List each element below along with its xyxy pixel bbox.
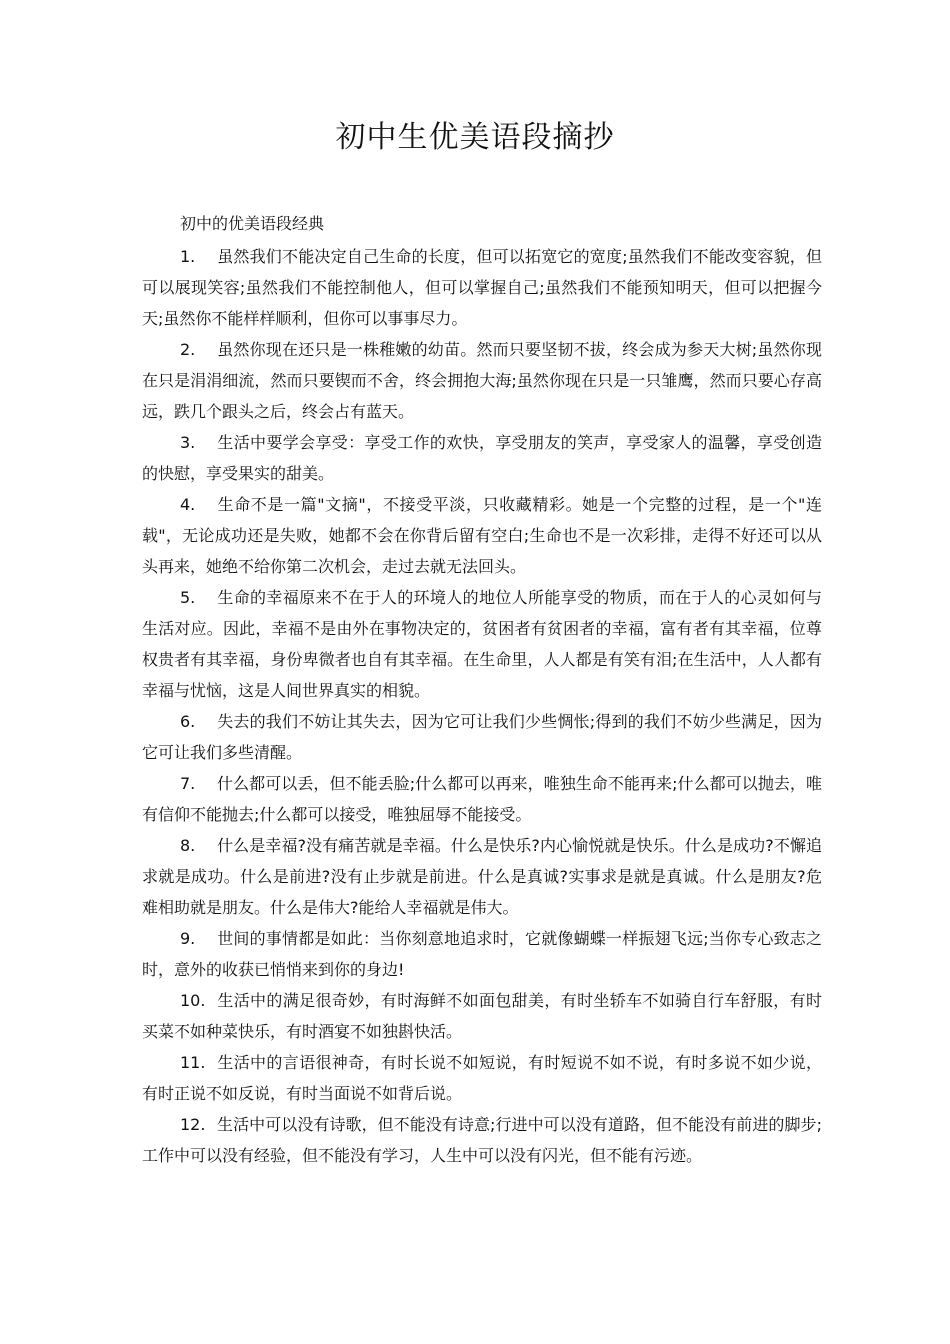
passage-text: 虽然你现在还只是一株稚嫩的幼苗。然而只要坚韧不拔，终会成为参天大树;虽然你现在只是涓涓细流，然而只要锲而不舍，终会拥抱大海;虽然你现在只是一只雏鹰，然而只要心存高远，跌几个跟头之后，终会占有蓝天。 xyxy=(142,340,822,421)
passage-text: 失去的我们不妨让其失去，因为它可让我们少些惆怅;得到的我们不妨少些满足，因为它可让我们多些清醒。 xyxy=(142,712,822,762)
passage-number: 3. xyxy=(180,433,196,452)
passage-number: 5. xyxy=(180,588,196,607)
passage-number: 11. xyxy=(180,1053,206,1072)
passage-text: 生活中的言语很神奇，有时长说不如短说，有时短说不如不说，有时多说不如少说，有时正说不如反说，有时当面说不如背后说。 xyxy=(142,1053,822,1103)
passage-item xyxy=(142,427,822,489)
passage-item xyxy=(142,830,822,923)
passage-number: 4. xyxy=(180,495,196,514)
passage-item xyxy=(142,1109,822,1171)
passage-text: 生活中可以没有诗歌，但不能没有诗意;行进中可以没有道路，但不能没有前进的脚步;工作中可以没有经验，但不能没有学习，人生中可以没有闪光，但不能有污迹。 xyxy=(142,1115,822,1165)
passage-number: 9. xyxy=(180,929,196,948)
passage-list xyxy=(142,241,822,1171)
passage-text: 生活中的满足很奇妙，有时海鲜不如面包甜美，有时坐轿车不如骑自行车舒服，有时买菜不如种菜快乐，有时酒宴不如独斟快活。 xyxy=(142,991,822,1041)
passage-item xyxy=(142,582,822,706)
passage-number: 1. xyxy=(180,247,196,266)
passage-number: 12. xyxy=(180,1115,206,1134)
passage-item xyxy=(142,1047,822,1109)
passage-item xyxy=(142,334,822,427)
passage-item xyxy=(142,768,822,830)
passage-item xyxy=(142,706,822,768)
passage-number: 8. xyxy=(180,836,196,855)
passage-text: 世间的事情都是如此：当你刻意地追求时，它就像蝴蝶一样振翅飞远;当你专心致志之时，意外的收获已悄悄来到你的身边! xyxy=(142,929,822,979)
passage-item xyxy=(142,985,822,1047)
passage-text: 什么都可以丢，但不能丢脸;什么都可以再来，唯独生命不能再来;什么都可以抛去，唯有信仰不能抛去;什么都可以接受，唯独屈辱不能接受。 xyxy=(142,774,822,824)
passage-text: 什么是幸福?没有痛苦就是幸福。什么是快乐?内心愉悦就是快乐。什么是成功?不懈追求就是成功。什么是前进?没有止步就是前进。什么是真诚?实事求是就是真诚。什么是朋友?危难相助就是朋友。什么是伟大?能给人幸福就是伟大。 xyxy=(142,836,822,917)
passage-item xyxy=(142,489,822,582)
passage-text: 虽然我们不能决定自己生命的长度，但可以拓宽它的宽度;虽然我们不能改变容貌，但可以展现笑容;虽然我们不能控制他人，但可以掌握自己;虽然我们不能预知明天，但可以把握今天;虽然你不能样样顺利，但你可以事事尽力。 xyxy=(142,247,822,328)
passage-number: 10. xyxy=(180,991,206,1010)
passage-text: 生活中要学会享受：享受工作的欢快，享受朋友的笑声，享受家人的温馨，享受创造的快慰，享受果实的甜美。 xyxy=(142,433,822,483)
passage-number: 2. xyxy=(180,340,196,359)
passage-text: 生命的幸福原来不在于人的环境人的地位人所能享受的物质，而在于人的心灵如何与生活对应。因此，幸福不是由外在事物决定的，贫困者有贫困者的幸福，富有者有其幸福，位尊权贵者有其幸福，身份卑微者也自有其幸福。在生命里，人人都是有笑有泪;在生活中，人人都有幸福与忧恼，这是人间世界真实的相貌。 xyxy=(142,588,822,700)
passage-number: 7. xyxy=(180,774,196,793)
passage-item xyxy=(142,241,822,334)
document-title: 初中生优美语段摘抄 xyxy=(335,120,615,155)
section-heading: 初中的优美语段经典 xyxy=(180,214,325,233)
passage-item xyxy=(142,923,822,985)
passage-text: 生命不是一篇"文摘"，不接受平淡，只收藏精彩。她是一个完整的过程，是一个"连载"，无论成功还是失败，她都不会在你背后留有空白;生命也不是一次彩排，走得不好还可以从头再来，她绝不给你第二次机会，走过去就无法回头。 xyxy=(142,495,822,576)
passage-number: 6. xyxy=(180,712,196,731)
